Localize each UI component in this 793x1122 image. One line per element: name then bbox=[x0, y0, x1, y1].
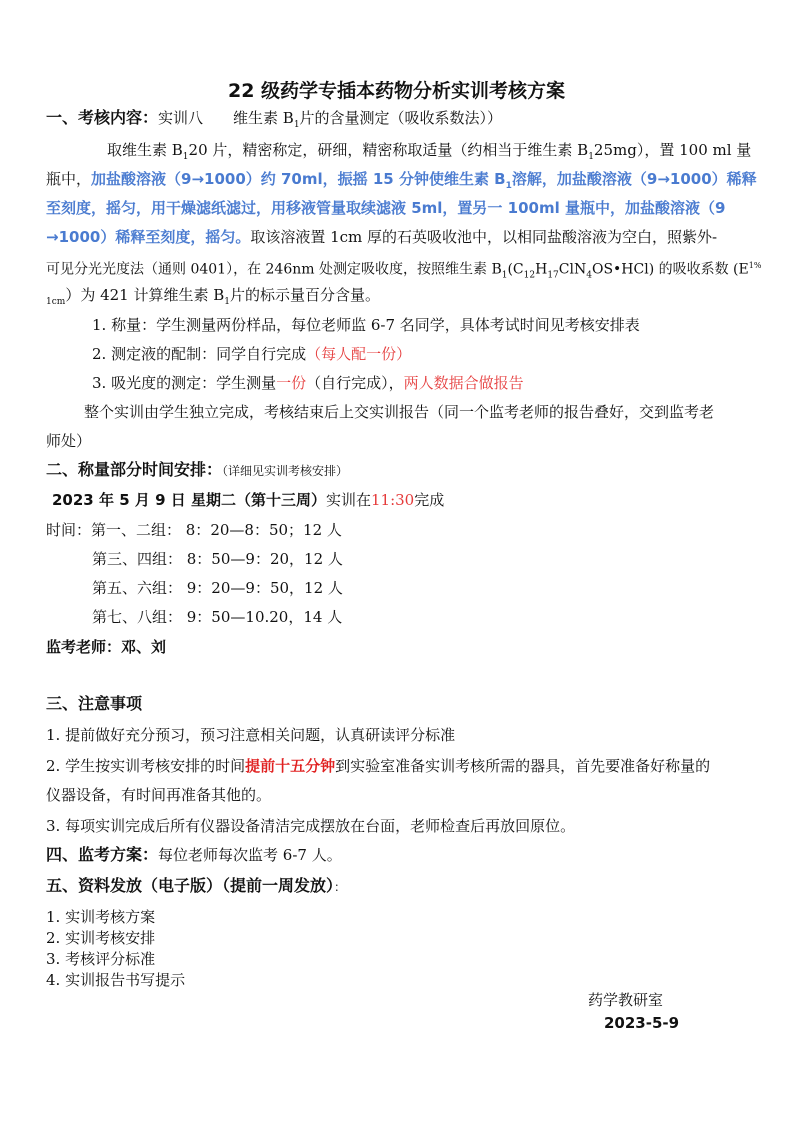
footer-department: 药学教研室 bbox=[588, 991, 664, 1009]
procedure-line-5: 可见分光光度法（通则 0401），在 246nm 处测定吸收度，按照维生素 $B_1(C_{12}H_{17}ClN_4OS•HCl)$ 的吸收系数 ($E^{1\%}$ bbox=[46, 261, 762, 281]
notice-3: 3. 每项实训完成后所有仪器设备清洁完成摆放在台面，老师检查后再放回原位。 bbox=[46, 817, 576, 835]
section-2-line: 二、称量部分时间安排：（详细见实训考核安排） bbox=[46, 460, 349, 479]
schedule-row: 时间：第一、二组： 8：20—8：50；12 人 bbox=[46, 521, 342, 539]
note-2: 2. 测定液的配制：同学自行完成（每人配一份） bbox=[92, 345, 412, 363]
section-1-heading: 一、考核内容： bbox=[46, 108, 159, 127]
procedure-line-6: $_{1cm}$）为 421 计算维生素 $B_1$片的标示量百分含量。 bbox=[46, 286, 381, 307]
section-5-line: 五、资料发放（电子版）（提前一周发放）： bbox=[46, 876, 347, 895]
note-3: 3. 吸光度的测定：学生测量一份（自行完成），两人数据合做报告 bbox=[92, 374, 524, 392]
schedule-row: 第五、六组： 9：20—9：50，12 人 bbox=[92, 579, 343, 597]
material-item: 2. 实训考核安排 bbox=[46, 929, 156, 947]
summary-line-1: 整个实训由学生独立完成，考核结束后上交实训报告（同一个监考老师的报告叠好，交到监考老 bbox=[84, 403, 715, 421]
section-3-heading: 三、注意事项 bbox=[46, 694, 143, 713]
notice-1: 1. 提前做好充分预习，预习注意相关问题，认真研读评分标准 bbox=[46, 726, 456, 744]
procedure-line-3: 至刻度，摇匀，用干燥滤纸滤过，用移液管量取续滤液 5ml，置另一 100ml 量瓶中，加盐酸溶液（9 bbox=[46, 199, 726, 217]
schedule-row: 第七、八组： 9：50—10.20，14 人 bbox=[92, 608, 343, 626]
section-4-line: 四、监考方案：每位老师每次监考 6-7 人。 bbox=[46, 845, 342, 864]
document-title: 22 级药学专插本药物分析实训考核方案 bbox=[227, 80, 566, 102]
section-1-item: 实训八 维生素 B bbox=[158, 109, 294, 127]
footer-date: 2023-5-9 bbox=[604, 1014, 680, 1032]
material-item: 1. 实训考核方案 bbox=[46, 908, 156, 926]
notice-2-cont: 仪器设备，有时间再准备其他的。 bbox=[46, 786, 272, 804]
section-1-line: 一、考核内容：实训八 维生素 $B_1$片的含量测定（吸收系数法）） bbox=[46, 108, 503, 130]
exam-date-line: 2023 年 5 月 9 日 星期二（第十三周）实训在11:30完成 bbox=[52, 491, 445, 509]
notice-2: 2. 学生按实训考核安排的时间提前十五分钟到实验室准备实训考核所需的器具，首先要准备好称量的 bbox=[46, 757, 711, 775]
schedule-row: 第三、四组： 8：50—9：20，12 人 bbox=[92, 550, 343, 568]
procedure-line-4: →1000）稀释至刻度，摇匀。取该溶液置 1cm 厚的石英吸收池中，以相同盐酸溶液为空白，照紫外- bbox=[46, 228, 718, 246]
proctor-line: 监考老师：邓、刘 bbox=[46, 638, 167, 656]
summary-line-2: 师处） bbox=[46, 432, 92, 450]
procedure-line-1: 取维生素 $B_120$ 片，精密称定，研细，精密称取适量（约相当于维生素 $B_125mg$），置 100 ml 量 bbox=[107, 141, 752, 162]
section-2-heading: 二、称量部分时间安排： bbox=[46, 460, 223, 479]
procedure-line-2: 瓶中，加盐酸溶液（9→1000）约 70ml，振摇 15 分钟使维生素 $B_1$溶解，加盐酸溶液（9→1000）稀释 bbox=[46, 170, 757, 191]
material-item: 3. 考核评分标准 bbox=[46, 950, 156, 968]
section-5-heading: 五、资料发放（电子版）（提前一周发放） bbox=[46, 876, 335, 895]
material-item: 4. 实训报告书写提示 bbox=[46, 971, 186, 989]
section-4-heading: 四、监考方案： bbox=[46, 845, 159, 864]
note-1: 1. 称量：学生测量两份样品，每位老师监 6-7 名同学，具体考试时间见考核安排表 bbox=[92, 316, 640, 334]
